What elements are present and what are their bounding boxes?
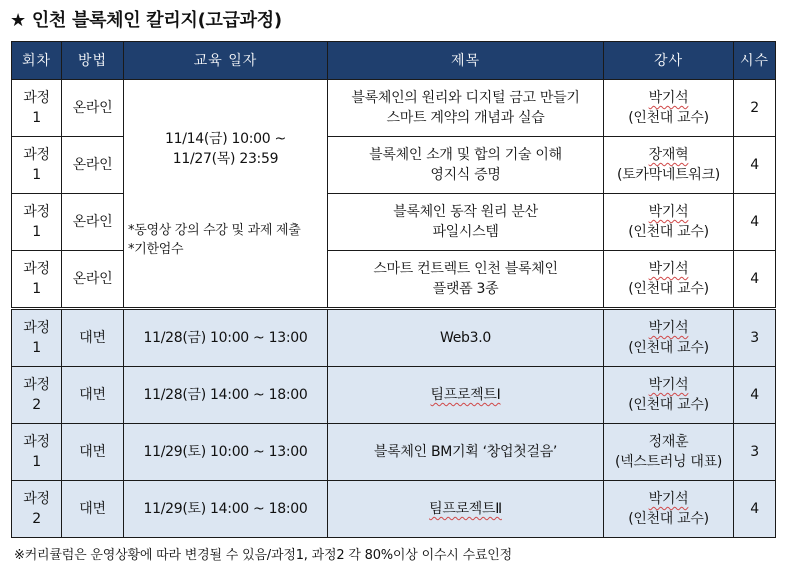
hours-cell: 4: [734, 251, 776, 309]
table-row: [12, 80, 776, 137]
hours-cell: 3: [734, 309, 776, 367]
hours-cell: 4: [734, 367, 776, 424]
instructor-cell: 박기석 (인천대 교수): [604, 309, 734, 367]
table-row: [12, 367, 776, 424]
dates-cell: 11/29(토) 10:00 ~ 13:00: [124, 424, 328, 481]
page-title-text: 인천 블록체인 칼리지(고급과정): [31, 10, 282, 31]
method-cell: 온라인: [62, 251, 124, 309]
header-session: 회차: [12, 42, 62, 80]
curriculum-table: [11, 41, 776, 538]
header-method: 방법: [62, 42, 124, 80]
table-row: [12, 481, 776, 538]
instructor-cell: 박기석 (인천대 교수): [604, 80, 734, 137]
method-cell: 대면: [62, 309, 124, 367]
period-cell: 과정 1: [12, 424, 62, 481]
hours-cell: 4: [734, 137, 776, 194]
star-icon: ★: [10, 10, 26, 31]
instructor-cell: 박기석 (인천대 교수): [604, 251, 734, 309]
header-subject: 제목: [328, 42, 604, 80]
subject-cell: 팀프로젝트Ⅱ: [328, 481, 604, 538]
dates-cell: 11/28(금) 14:00 ~ 18:00: [124, 367, 328, 424]
subject-cell: Web3.0: [328, 309, 604, 367]
period-cell: 과정 2: [12, 367, 62, 424]
online-dates-cell: 11/14(금) 10:00 ~ 11/27(목) 23:59 *동영상 강의 수강 및 과제 제출 *기한엄수: [124, 80, 328, 309]
method-cell: 온라인: [62, 137, 124, 194]
subject-cell: 블록체인 BM기획 ‘창업첫걸음’: [328, 424, 604, 481]
hours-cell: 2: [734, 80, 776, 137]
method-cell: 대면: [62, 367, 124, 424]
header-hours: 시수: [734, 42, 776, 80]
subject-cell: 블록체인 소개 및 합의 기술 이해 영지식 증명: [328, 137, 604, 194]
hours-cell: 4: [734, 481, 776, 538]
instructor-cell: 박기석 (인천대 교수): [604, 194, 734, 251]
header-instructor: 강사: [604, 42, 734, 80]
header-dates: 교육 일자: [124, 42, 328, 80]
method-cell: 대면: [62, 481, 124, 538]
instructor-cell: 정재훈 (넥스트러닝 대표): [604, 424, 734, 481]
method-cell: 대면: [62, 424, 124, 481]
method-cell: 온라인: [62, 194, 124, 251]
subject-cell: 블록체인 동작 원리 분산 파일시스템: [328, 194, 604, 251]
period-cell: 과정 2: [12, 481, 62, 538]
instructor-cell: 박기석 (인천대 교수): [604, 367, 734, 424]
page-title: [10, 6, 282, 32]
dates-cell: 11/28(금) 10:00 ~ 13:00: [124, 309, 328, 367]
table-header-row: [12, 42, 776, 80]
footnote: ※커리큘럼은 운영상황에 따라 변경될 수 있음/과정1, 과정2 각 80%이상 이수시 수료인정: [14, 548, 513, 563]
instructor-cell: 박기석 (인천대 교수): [604, 481, 734, 538]
table-row: [12, 309, 776, 367]
subject-cell: 블록체인의 원리와 디지털 금고 만들기 스마트 계약의 개념과 실습: [328, 80, 604, 137]
table-row: [12, 424, 776, 481]
subject-cell: 팀프로젝트Ⅰ: [328, 367, 604, 424]
period-cell: 과정 1: [12, 309, 62, 367]
hours-cell: 3: [734, 424, 776, 481]
dates-cell: 11/29(토) 14:00 ~ 18:00: [124, 481, 328, 538]
instructor-cell: 장재혁 (토카막네트워크): [604, 137, 734, 194]
period-cell: 과정 1: [12, 80, 62, 137]
subject-cell: 스마트 컨트렉트 인천 블록체인 플랫폼 3종: [328, 251, 604, 309]
period-cell: 과정 1: [12, 194, 62, 251]
period-cell: 과정 1: [12, 137, 62, 194]
method-cell: 온라인: [62, 80, 124, 137]
hours-cell: 4: [734, 194, 776, 251]
period-cell: 과정 1: [12, 251, 62, 309]
